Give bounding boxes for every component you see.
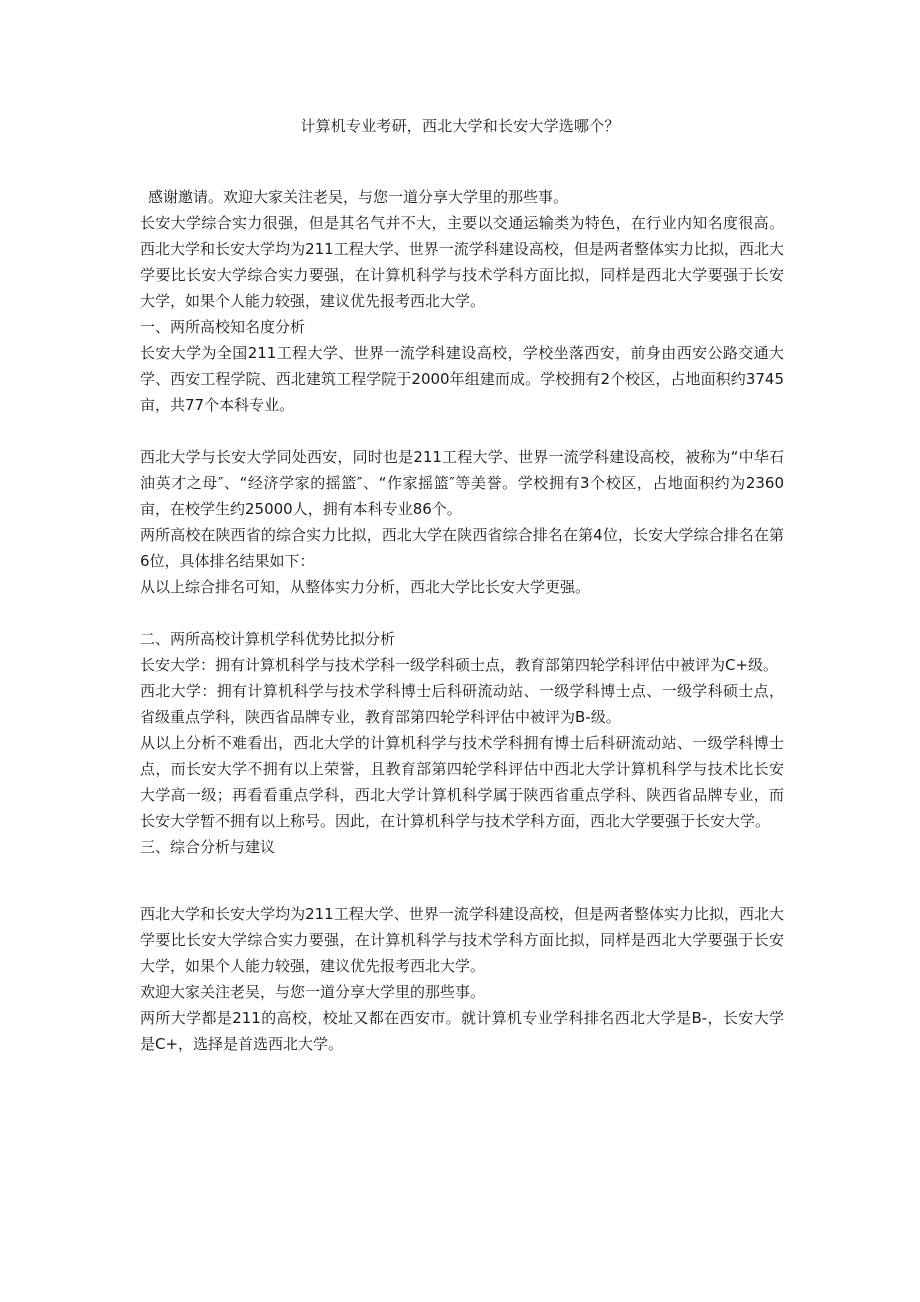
paragraph-changan-cs: 长安大学：拥有计算机科学与技术学科一级学科硕士点，教育部第四轮学科评估中被评为C+级。 — [140, 656, 779, 674]
section-heading-2: 二、两所高校计算机学科优势比拟分析 — [140, 630, 396, 648]
document-title: 计算机专业考研，西北大学和长安大学选哪个？ — [300, 117, 620, 135]
paragraph-ranking-conclusion: 从以上综合排名可知，从整体实力分析，西北大学比长安大学更强。 — [140, 578, 591, 596]
paragraph-final-choice: 两所大学都是211的高校，校址又都在西安市。就计算机专业学科排名西北大学是B-，长安大学是C+，选择是首选西北大学。 — [140, 1009, 784, 1053]
paragraph-cs-analysis: 从以上分析不难看出，西北大学的计算机科学与技术学科拥有博士后科研流动站、一级学科博士点，而长安大学不拥有以上荣誉，且教育部第四轮学科评估中西北大学计算机科学与技术比长安大学高一级；再看看重点学科，西北大学计算机科学属于陕西省重点学科、陕西省品牌专业，而长安大学暂不拥有以上称号。因此，在计算机科学与技术学科方面，西北大学要强于长安大学。 — [140, 734, 784, 830]
paragraph-changan-profile: 长安大学为全国211工程大学、世界一流学科建设高校，学校坐落西安，前身由西安公路交通大学、西安工程学院、西北建筑工程学院于2000年组建而成。学校拥有2个校区，占地面积约3745亩，共77个本科专业。 — [140, 344, 784, 414]
paragraph-northwest-cs: 西北大学：拥有计算机科学与技术学科博士后科研流动站、一级学科博士点、一级学科硕士点，省级重点学科，陕西省品牌专业，教育部第四轮学科评估中被评为B-级。 — [140, 682, 784, 726]
section-heading-3: 三、综合分析与建议 — [140, 838, 276, 856]
blank-line — [140, 600, 784, 626]
paragraph-ranking: 两所高校在陕西省的综合实力比拟，西北大学在陕西省综合排名在第4位，长安大学综合排名在第6位，具体排名结果如下： — [140, 526, 784, 570]
paragraph-intro: 长安大学综合实力很强，但是其名气并不大，主要以交通运输类为特色，在行业内知名度很高。西北大学和长安大学均为211工程大学、世界一流学科建设高校，但是两者整体实力比拟，西北大学要比长安大学综合实力要强，在计算机科学与技术学科方面比拟，同样是西北大学要强于长安大学，如果个人能力较强，建议优先报考西北大学。 — [140, 214, 784, 310]
blank-line — [140, 418, 784, 444]
blank-line — [140, 860, 784, 901]
paragraph-northwest-profile: 西北大学与长安大学同处西安，同时也是211工程大学、世界一流学科建设高校，被称为“中华石油英才之母″、“经济学家的摇篮″、“作家摇篮″等美誉。学校拥有3个校区，占地面积约为2360亩，在校学生约25000人，拥有本科专业86个。 — [140, 448, 784, 518]
document-body — [140, 184, 784, 1057]
paragraph-greeting: 感谢邀请。欢迎大家关注老吴，与您一道分享大学里的那些事。 — [148, 188, 569, 206]
section-heading-1: 一、两所高校知名度分析 — [140, 318, 306, 336]
paragraph-summary: 西北大学和长安大学均为211工程大学、世界一流学科建设高校，但是两者整体实力比拟，西北大学要比长安大学综合实力要强，在计算机科学与技术学科方面比拟，同样是西北大学要强于长安大学，如果个人能力较强，建议优先报考西北大学。 — [140, 905, 784, 975]
paragraph-follow: 欢迎大家关注老吴，与您一道分享大学里的那些事。 — [140, 983, 486, 1001]
